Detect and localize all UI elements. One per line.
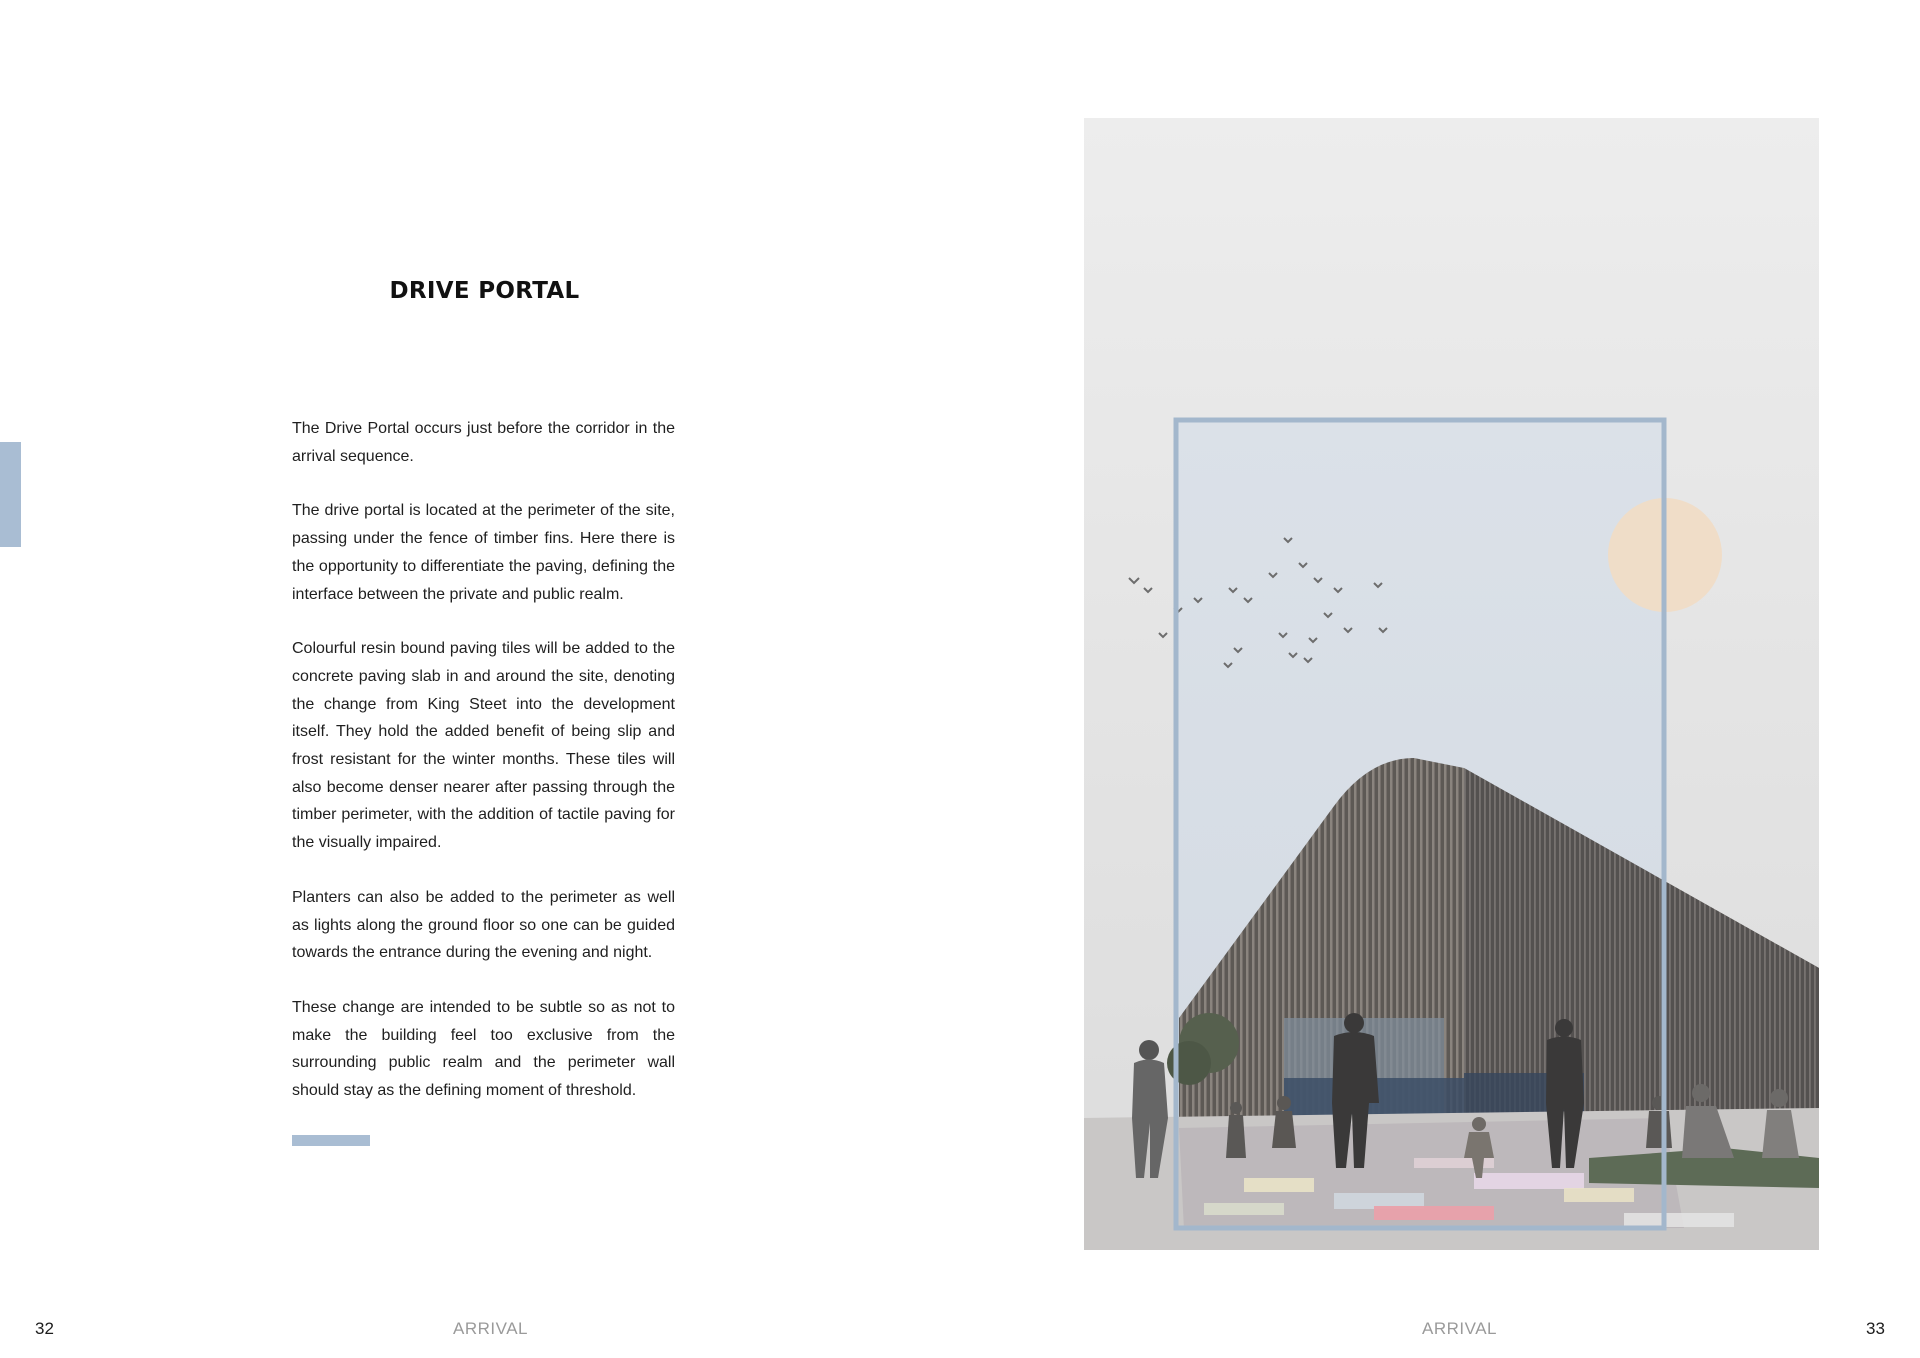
section-label-left: ARRIVAL — [453, 1319, 528, 1338]
paragraph-4: Planters can also be added to the perimeter as well as lights along the ground floor so one can be guided towards the entrance during the evening and night. — [292, 888, 675, 962]
body-text — [292, 415, 675, 1132]
paragraph-2: The drive portal is located at the perimeter of the site, passing under the fence of timber fins. Here there is the opportunity to differentiate the paving, defining the interface between the private and public realm. — [292, 502, 675, 603]
paragraph-5: These change are intended to be subtle so as not to make the building feel too exclusive from the surrounding public realm and the perimeter wall should stay as the defining moment of threshold. — [292, 998, 675, 1100]
paragraph-1: The Drive Portal occurs just before the corridor in the arrival sequence. — [292, 420, 675, 465]
page-number-right: 33 — [1866, 1319, 1885, 1338]
paragraph-3: Colourful resin bound paving tiles will be added to the concrete paving slab in and around the site, denoting the change from King Steet into the development itself. They hold the added benefit of being slip and frost resistant for the winter months. These tiles will also become denser nearer after passing through the timber perimeter, with the addition of tactile paving for the visually impaired. — [292, 640, 675, 852]
page-title: DRIVE PORTAL — [389, 278, 580, 304]
architectural-render — [1084, 118, 1819, 1250]
accent-bar — [292, 1135, 370, 1146]
page-number-left: 32 — [35, 1319, 54, 1338]
side-tab-marker — [0, 442, 21, 547]
section-label-right: ARRIVAL — [1422, 1319, 1497, 1338]
